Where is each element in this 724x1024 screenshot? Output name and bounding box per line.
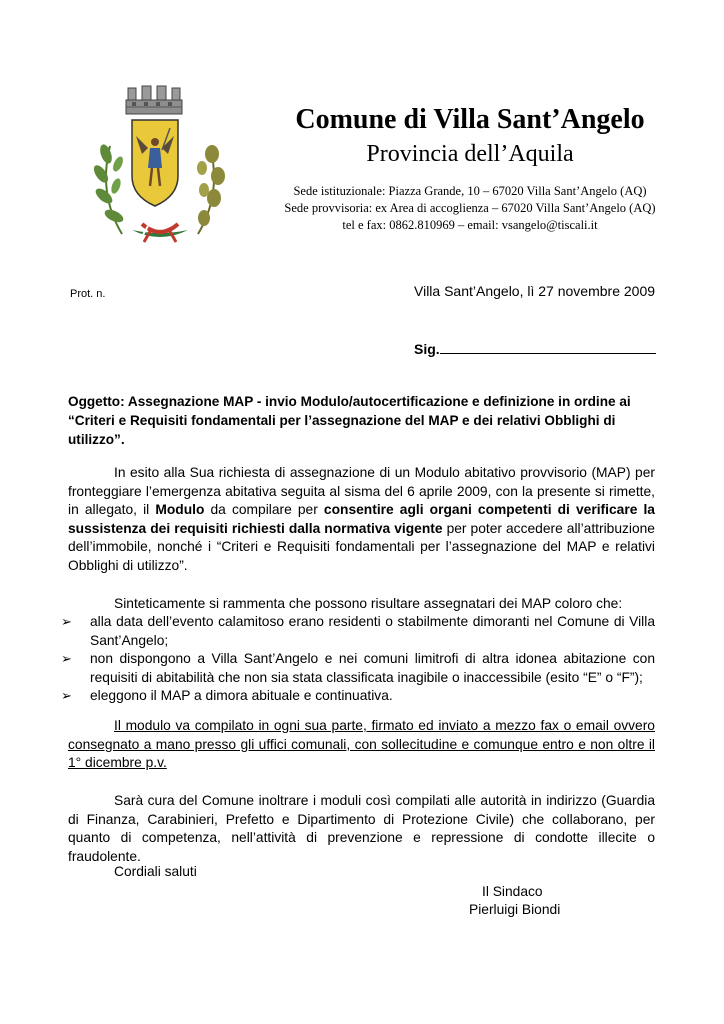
letter-subject: Oggetto: Assegnazione MAP - invio Modulo/autocertificazione e definizione in ordine ai “Criteri e Requisiti fondamentali per l’assegnazione del MAP e dei relativi Obblighi di utilizzo”. — [68, 394, 631, 447]
municipality-title: Comune di Villa Sant’Angelo — [295, 104, 645, 135]
signatory-name: Pierluigi Biondi — [469, 902, 561, 917]
arrow-bullet-icon: ➢ — [61, 614, 72, 629]
p4-text: Sarà cura del Comune inoltrare i moduli così compilati alle autorità in indirizzo (Guardia di Finanza, Carabinieri, Prefetto e Dipartimento di Protezione Civile) che collaborano, per quanto di competenza, nell’attività di prevenzione e repressione di condotte illecite o fraudolente. — [68, 793, 655, 864]
contact-line: tel e fax: 0862.810969 – email: vsangelo@tiscali.it — [342, 218, 598, 232]
p3-text: Il modulo va compilato in ogni sua parte, firmato ed inviato a mezzo fax o email ovvero consegnato a mano presso gli uffici comunali, con sollecitudine e comunque entro e non oltre il 1° dicembre p.v. — [68, 718, 655, 771]
paragraph-deadline — [68, 717, 655, 773]
province-name: Provincia dell’Aquila — [366, 141, 574, 167]
arrow-bullet-icon: ➢ — [61, 651, 72, 667]
institutional-address: Sede istituzionale: Piazza Grande, 10 – 67020 Villa Sant’Angelo (AQ) — [293, 184, 647, 198]
list-item: ➢ non dispongono a Villa Sant’Angelo e nei comuni limitrofi di altra idonea abitazione con requisiti di abitabilità che non sia stata classificata inagibile o inaccessibile (esito “E” o “F”); — [61, 651, 655, 685]
eligibility-list — [61, 613, 655, 706]
list-item: ➢ eleggono il MAP a dimora abituale e continuativa. — [68, 687, 655, 706]
p2-text: Sinteticamente si rammenta che possono risultare assegnatari dei MAP coloro che: — [114, 596, 623, 611]
paragraph-forwarding — [68, 792, 655, 866]
arrow-bullet-icon: ➢ — [61, 688, 72, 704]
signatory-role: Il Sindaco — [482, 884, 543, 899]
protocol-number: Prot. n. — [70, 288, 106, 300]
p1-requirements-bold: consentire agli organi competenti di verificare la sussistenza dei requisiti richiesti dalla normativa vigente — [68, 502, 655, 536]
recipient-blank-line — [440, 340, 656, 354]
shield-icon — [132, 120, 178, 206]
list-item: ➢ alla data dell’evento calamitoso erano residenti o stabilmente dimoranti nel Comune di Villa Sant’Angelo; — [61, 614, 655, 648]
paragraph-request-outcome — [68, 464, 655, 576]
p1-text-c: da compilare per — [204, 502, 324, 518]
p1-text-a: In esito alla Sua richiesta di assegnazione di un Modulo abitativo provvisorio (MAP) per fronteggiare l’emergenza abitativa seguita al sisma del 6 aprile 2009, con la presente si rimette, in allegato, il — [68, 465, 655, 518]
p1-text-e: per poter accedere all’attribuzione dell’immobile, nonché i “Criteri e Requisiti fondamentali per l’assegnazione del MAP e relativi Obblighi di utilizzo”. — [68, 520, 655, 573]
recipient-label: Sig. — [414, 341, 440, 357]
coat-of-arms-icon — [92, 84, 228, 244]
p1-modulo-bold: Modulo — [155, 502, 205, 518]
paragraph-eligibility-intro — [68, 595, 655, 614]
recipient-field — [414, 340, 656, 357]
crown-icon — [126, 86, 182, 114]
place-date: Villa Sant’Angelo, lì 27 novembre 2009 — [414, 283, 656, 299]
temporary-address: Sede provvisoria: ex Area di accoglienza – 67020 Villa Sant’Angelo (AQ) — [284, 201, 656, 215]
closing-greeting: Cordiali saluti — [114, 864, 197, 879]
